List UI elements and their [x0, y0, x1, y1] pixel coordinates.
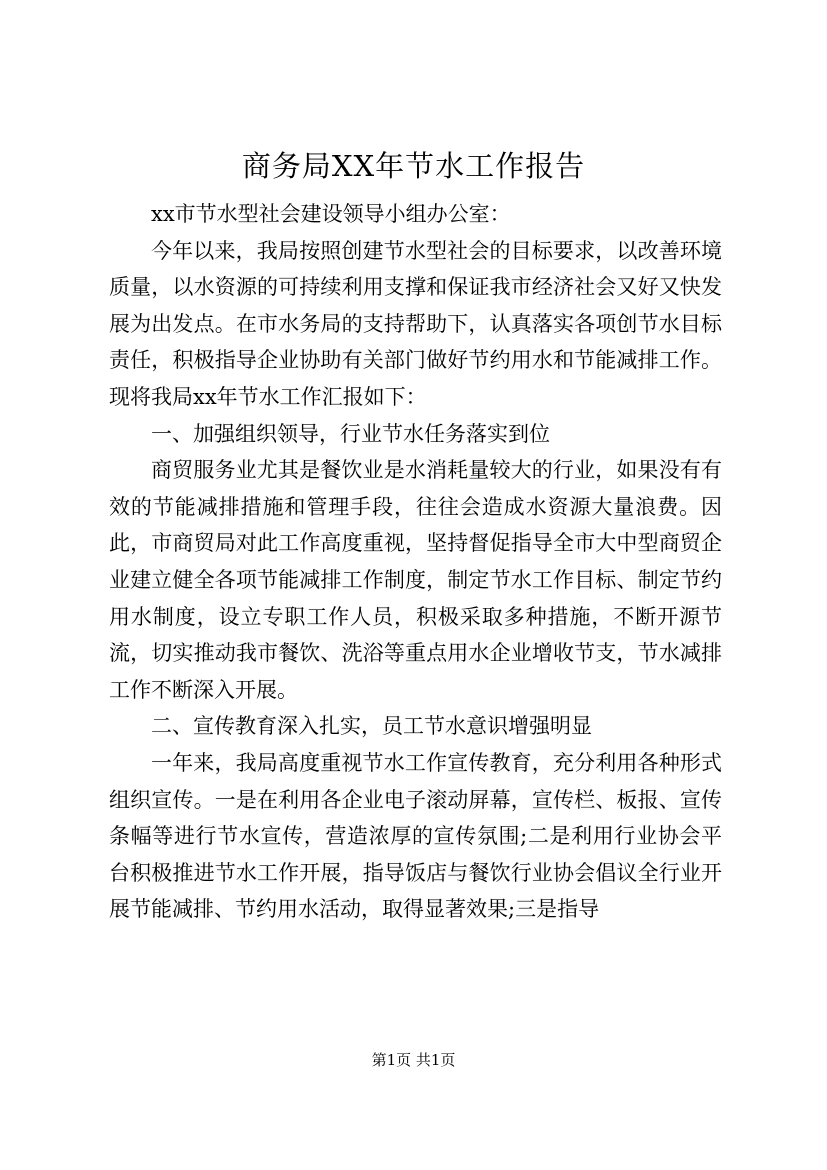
document-body: [109, 196, 722, 928]
section-2-paragraph: 一年来，我局高度重视节水工作宣传教育，充分利用各种形式组织宣传。一是在利用各企业电子滚动屏幕，宣传栏、板报、宣传条幅等进行节水宣传，营造浓厚的宣传氛围;二是利用行业协会平台积极推进节水工作开展，指导饭店与餐饮行业协会倡议全行业开展节能减排、节约用水活动，取得显著效果;三是指导: [109, 750, 722, 922]
section-1-paragraph: 商贸服务业尤其是餐饮业是水消耗量较大的行业，如果没有有效的节能减排措施和管理手段，往往会造成水资源大量浪费。因此，市商贸局对此工作高度重视，坚持督促指导全市大中型商贸企业建立健全各项节能减排工作制度，制定节水工作目标、制定节约用水制度，设立专职工作人员，积极采取多种措施，不断开源节流，切实推动我市餐饮、洗浴等重点用水企业增收节支，节水减排工作不断深入开展。: [109, 458, 722, 702]
section-heading-1: 一、加强组织领导，行业节水任务落实到位: [151, 421, 550, 446]
section-heading-2: 二、宣传教育深入扎实，员工节水意识增强明显: [151, 714, 592, 739]
intro-paragraph: 今年以来，我局按照创建节水型社会的目标要求，以改善环境质量，以水资源的可持续利用支撑和保证我市经济社会又好又快发展为出发点。在市水务局的支持帮助下，认真落实各项创节水目标责任，积极指导企业协助有关部门做好节约用水和节能减排工作。现将我局xx年节水工作汇报如下：: [109, 238, 722, 409]
page-footer: 第1页 共1页: [371, 1051, 456, 1069]
salutation-paragraph: xx市节水型社会建设领导小组办公室：: [151, 202, 511, 226]
document-title: 商务局XX年节水工作报告: [241, 149, 586, 183]
